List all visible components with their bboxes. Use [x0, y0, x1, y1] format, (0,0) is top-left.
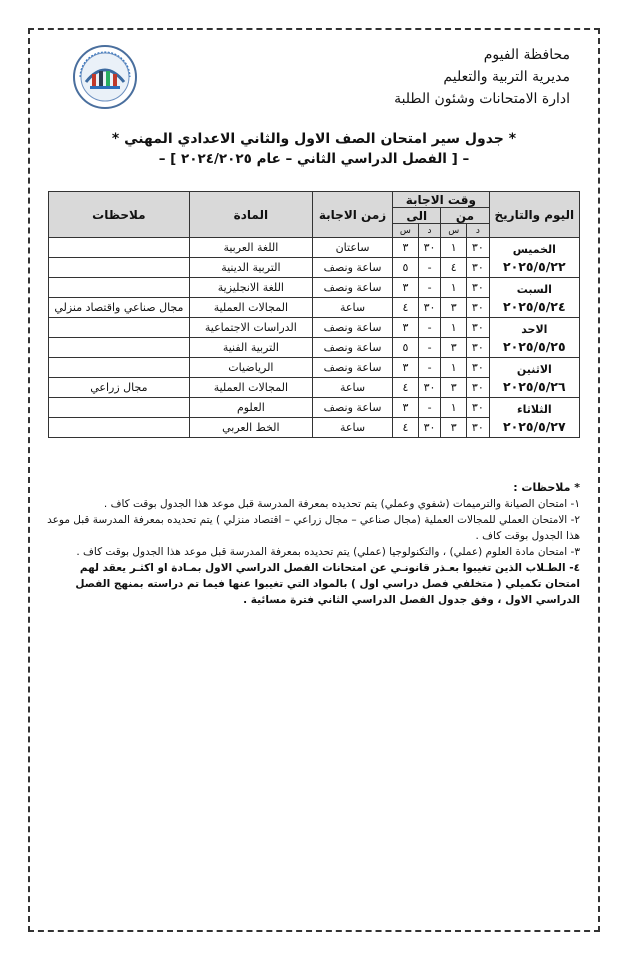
subject: التربية الفنية — [189, 338, 312, 358]
day-name: الخميس — [512, 242, 556, 256]
from-minutes: ٣٠ — [467, 238, 490, 258]
from-hours: ٤ — [441, 258, 467, 278]
exam-schedule-table — [48, 191, 580, 438]
header-to: الى — [393, 208, 441, 224]
header-from: من — [441, 208, 489, 224]
header-from-minutes: د — [467, 224, 490, 238]
directorate-logo-seal — [72, 44, 138, 110]
from-hours: ١ — [441, 278, 467, 298]
to-minutes: - — [418, 278, 441, 298]
duration: ساعة — [312, 298, 392, 318]
to-minutes: - — [418, 358, 441, 378]
note — [49, 358, 190, 378]
to-hours: ٥ — [393, 338, 419, 358]
duration: ساعة ونصف — [312, 338, 392, 358]
header-subject: المادة — [189, 192, 312, 238]
header-duration: زمن الاجابة — [312, 192, 392, 238]
duration: ساعة — [312, 418, 392, 438]
header-day-date: اليوم والتاريخ — [489, 192, 579, 238]
document-title: * جدول سير امتحان الصف الاول والثاني الاعدادي المهني * — [111, 131, 517, 147]
from-hours: ١ — [441, 238, 467, 258]
day-name: الاثنين — [516, 362, 552, 376]
note — [49, 238, 190, 258]
to-minutes: ٣٠ — [418, 298, 441, 318]
subject: الخط العربي — [189, 418, 312, 438]
from-minutes: ٣٠ — [467, 398, 490, 418]
day-name: الاحد — [521, 322, 548, 336]
note — [49, 318, 190, 338]
table-row — [49, 318, 580, 338]
duration: ساعة ونصف — [312, 278, 392, 298]
header-from-hours: س — [441, 224, 467, 238]
header-to-hours: س — [393, 224, 419, 238]
from-minutes: ٣٠ — [467, 338, 490, 358]
from-hours: ٣ — [441, 338, 467, 358]
note — [49, 338, 190, 358]
to-hours: ٥ — [393, 258, 419, 278]
duration: ساعتان — [312, 238, 392, 258]
exam-date: ٢٠٢٥/٥/٢٤ — [503, 298, 566, 314]
to-minutes: - — [418, 398, 441, 418]
header-notes: ملاحظات — [49, 192, 190, 238]
to-hours: ٣ — [393, 278, 419, 298]
note-item: ٣- امتحان مادة العلوم (عملي) ، والتكنولوجيا (عملي) يتم تحديده بمعرفة المدرسة قبل موعد هذا الجدول بوقت كاف . — [76, 546, 580, 558]
note — [49, 278, 190, 298]
duration: ساعة ونصف — [312, 318, 392, 338]
table-row — [49, 358, 580, 378]
to-hours: ٤ — [393, 378, 419, 398]
schedule-body — [49, 238, 580, 438]
subject: اللغة العربية — [189, 238, 312, 258]
day-name: الثلاثاء — [516, 402, 552, 416]
table-row — [49, 278, 580, 298]
document-subtitle: – [ الفصل الدراسي الثاني – عام ٢٠٢٤/٢٠٢٥ ] – — [158, 151, 470, 167]
subject: المجالات العملية — [189, 298, 312, 318]
note-item: ٤- الطـلاب الذين تغيبوا بعـذر قانونـي عن امتحانات الفصل الدراسي الاول بمـادة او اكثـر يعقد لهم امتحان تكميلي ( متخلفي فصل دراسي اول ) بالمواد التي تغيبوا عنها فيما تم دراسته بمنهج الفصل الدراسي الاول ، وفق جدول الفصل الدراسي الثاني فترة مسائية . — [75, 562, 580, 606]
duration: ساعة — [312, 378, 392, 398]
duration: ساعة ونصف — [312, 358, 392, 378]
to-minutes: - — [418, 318, 441, 338]
to-minutes: ٣٠ — [418, 378, 441, 398]
subject: الرياضيات — [189, 358, 312, 378]
subject: التربية الدينية — [189, 258, 312, 278]
from-hours: ٣ — [441, 378, 467, 398]
note: مجال زراعي — [49, 378, 190, 398]
exam-date: ٢٠٢٥/٥/٢٧ — [503, 418, 566, 434]
day-date-cell — [489, 318, 579, 358]
day-date-cell — [489, 278, 579, 318]
to-hours: ٤ — [393, 418, 419, 438]
to-hours: ٣ — [393, 318, 419, 338]
from-minutes: ٣٠ — [467, 358, 490, 378]
governorate-name: محافظة الفيوم — [483, 47, 570, 63]
note-item: ٢- الامتحان العملي للمجالات العملية (مجال صناعي – مجال زراعي – اقتصاد منزلي ) يتم تحديده بمعرفة المدرسة قبل موعد هذا الجدول بوقت كاف . — [47, 514, 580, 542]
notes-heading: * ملاحظات : — [513, 481, 580, 494]
day-date-cell — [489, 238, 579, 278]
to-hours: ٣ — [393, 398, 419, 418]
exam-date: ٢٠٢٥/٥/٢٥ — [503, 338, 566, 354]
from-minutes: ٣٠ — [467, 278, 490, 298]
subject: المجالات العملية — [189, 378, 312, 398]
to-hours: ٤ — [393, 298, 419, 318]
note-item: ١- امتحان الصيانة والترميمات (شفوي وعملي) يتم تحديده بمعرفة المدرسة قبل موعد هذا الجدول بوقت كاف . — [103, 498, 580, 510]
exam-date: ٢٠٢٥/٥/٢٦ — [503, 378, 566, 394]
note — [49, 398, 190, 418]
to-minutes: ٣٠ — [418, 238, 441, 258]
from-minutes: ٣٠ — [467, 258, 490, 278]
duration: ساعة ونصف — [312, 398, 392, 418]
organization-header — [394, 44, 570, 110]
to-hours: ٣ — [393, 238, 419, 258]
subject: العلوم — [189, 398, 312, 418]
note — [49, 418, 190, 438]
to-minutes: ٣٠ — [418, 418, 441, 438]
subject: اللغة الانجليزية — [189, 278, 312, 298]
from-minutes: ٣٠ — [467, 378, 490, 398]
subject: الدراسات الاجتماعية — [189, 318, 312, 338]
from-hours: ١ — [441, 398, 467, 418]
exam-date: ٢٠٢٥/٥/٢٢ — [503, 258, 566, 274]
from-minutes: ٣٠ — [467, 318, 490, 338]
day-date-cell — [489, 398, 579, 438]
header-answer-time: وقت الاجابة — [393, 192, 490, 208]
notes-section — [46, 480, 580, 608]
from-hours: ٣ — [441, 418, 467, 438]
table-row — [49, 398, 580, 418]
note — [49, 258, 190, 278]
day-date-cell — [489, 358, 579, 398]
from-hours: ١ — [441, 318, 467, 338]
table-row — [49, 238, 580, 258]
day-name: السبت — [516, 282, 552, 296]
to-minutes: - — [418, 338, 441, 358]
header-to-minutes: د — [418, 224, 441, 238]
note: مجال صناعي واقتصاد منزلي — [49, 298, 190, 318]
to-minutes: - — [418, 258, 441, 278]
from-minutes: ٣٠ — [467, 418, 490, 438]
to-hours: ٣ — [393, 358, 419, 378]
from-hours: ٣ — [441, 298, 467, 318]
duration: ساعة ونصف — [312, 258, 392, 278]
from-hours: ١ — [441, 358, 467, 378]
from-minutes: ٣٠ — [467, 298, 490, 318]
directorate-name: مديرية التربية والتعليم — [443, 69, 570, 85]
department-name: ادارة الامتحانات وشئون الطلبة — [394, 91, 570, 107]
